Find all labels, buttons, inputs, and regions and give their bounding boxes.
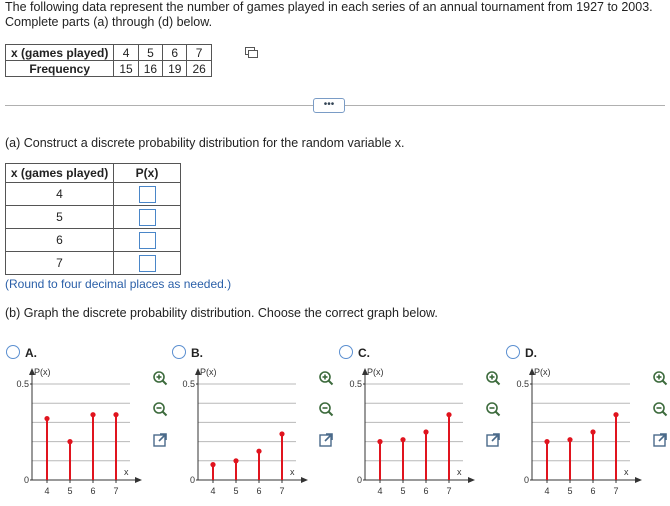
x-tick-label: 6 [256,486,262,496]
x-tick-label: 6 [90,486,96,496]
rounding-note: (Round to four decimal places as needed.) [5,277,232,291]
x-value: 4 [114,45,138,61]
x-axis-label: x [290,467,295,477]
probability-point [544,439,549,444]
part-a-prompt: (a) Construct a discrete probability distribution for the random variable x. [5,136,405,150]
px-input-cell [114,229,181,252]
expand-icon[interactable] [485,432,501,448]
y-tick-label: 0.5 [16,379,29,389]
x-tick-label: 7 [613,486,619,496]
x-value: 5 [138,45,162,61]
probability-point [256,449,261,454]
x-tick-label: 4 [44,486,50,496]
px-input[interactable] [139,209,156,226]
probability-point [400,437,405,442]
option-label: D. [525,346,537,360]
y-tick-label: 0.5 [349,379,362,389]
px-input-cell [114,183,181,206]
x-tick-label: 4 [544,486,550,496]
radio-button[interactable] [506,345,520,359]
zoom-out-icon[interactable] [652,401,668,417]
probability-point [279,431,284,436]
frequency-table [5,44,212,77]
px-input[interactable] [139,186,156,203]
probability-point [446,412,451,417]
y-axis-label: P(x) [367,367,384,377]
more-button[interactable]: ••• [313,98,345,113]
radio-button[interactable] [172,345,186,359]
probability-point [44,416,49,421]
x-cell: 7 [6,252,114,275]
y-tick-label: 0 [23,475,29,485]
probability-point [67,439,72,444]
y-tick-label: 0 [356,475,362,485]
zoom-out-icon[interactable] [318,401,334,417]
frequency-header: Frequency [6,61,114,77]
radio-button[interactable] [339,345,353,359]
probability-point [613,412,618,417]
probability-graph [168,365,318,497]
y-tick-label: 0 [189,475,195,485]
option-label: A. [25,346,37,360]
zoom-in-icon[interactable] [152,370,168,386]
y-tick-label: 0.5 [182,379,195,389]
zoom-in-icon[interactable] [318,370,334,386]
x-axis-arrow [635,477,642,483]
probability-point [210,462,215,467]
px-input[interactable] [139,255,156,272]
probability-graph [335,365,485,497]
probability-point [567,437,572,442]
probability-point [113,412,118,417]
zoom-in-icon[interactable] [652,370,668,386]
y-axis-label: P(x) [34,367,51,377]
x-axis-arrow [468,477,475,483]
x-axis-label: x [457,467,462,477]
probability-graph [2,365,152,497]
px-input-cell [114,252,181,275]
x-tick-label: 6 [423,486,429,496]
x-cell: 4 [6,183,114,206]
px-input-cell [114,206,181,229]
px-input[interactable] [139,232,156,249]
probability-point [233,458,238,463]
y-axis-label: P(x) [534,367,551,377]
option-d[interactable] [506,345,537,360]
x-column-header: x (games played) [6,164,114,183]
probability-table [5,163,181,275]
option-label: B. [191,346,203,360]
x-header: x (games played) [6,45,114,61]
option-b[interactable] [172,345,203,360]
px-column-header: P(x) [114,164,181,183]
option-label: C. [358,346,370,360]
x-axis-arrow [301,477,308,483]
x-cell: 6 [6,229,114,252]
probability-point [90,412,95,417]
intro-text: The following data represent the number of games played in each series of an annual tournament from 1927 to 2003. Complete parts (a) through (d) below. [5,0,653,29]
expand-icon[interactable] [152,432,168,448]
copy-icon[interactable] [245,47,258,58]
x-tick-label: 4 [377,486,383,496]
y-axis-label: P(x) [200,367,217,377]
x-tick-label: 5 [400,486,406,496]
x-tick-label: 5 [233,486,239,496]
x-axis-label: x [624,467,629,477]
probability-graph [502,365,652,497]
frequency-value: 26 [187,61,211,77]
radio-button[interactable] [6,345,20,359]
x-tick-label: 7 [446,486,452,496]
probability-point [377,439,382,444]
x-axis-label: x [124,467,129,477]
x-axis-arrow [135,477,142,483]
zoom-in-icon[interactable] [485,370,501,386]
x-tick-label: 7 [279,486,285,496]
y-tick-label: 0.5 [516,379,529,389]
x-tick-label: 5 [567,486,573,496]
zoom-out-icon[interactable] [152,401,168,417]
y-tick-label: 0 [523,475,529,485]
x-tick-label: 7 [113,486,119,496]
x-tick-label: 5 [67,486,73,496]
probability-point [423,429,428,434]
frequency-value: 15 [114,61,138,77]
x-tick-label: 6 [590,486,596,496]
probability-point [590,429,595,434]
zoom-out-icon[interactable] [485,401,501,417]
frequency-value: 19 [163,61,187,77]
expand-icon[interactable] [318,432,334,448]
x-cell: 5 [6,206,114,229]
expand-icon[interactable] [652,432,668,448]
option-a[interactable] [6,345,37,360]
x-value: 6 [163,45,187,61]
option-c[interactable] [339,345,370,360]
frequency-value: 16 [138,61,162,77]
x-value: 7 [187,45,211,61]
x-tick-label: 4 [210,486,216,496]
part-b-prompt: (b) Graph the discrete probability distribution. Choose the correct graph below. [5,306,438,320]
